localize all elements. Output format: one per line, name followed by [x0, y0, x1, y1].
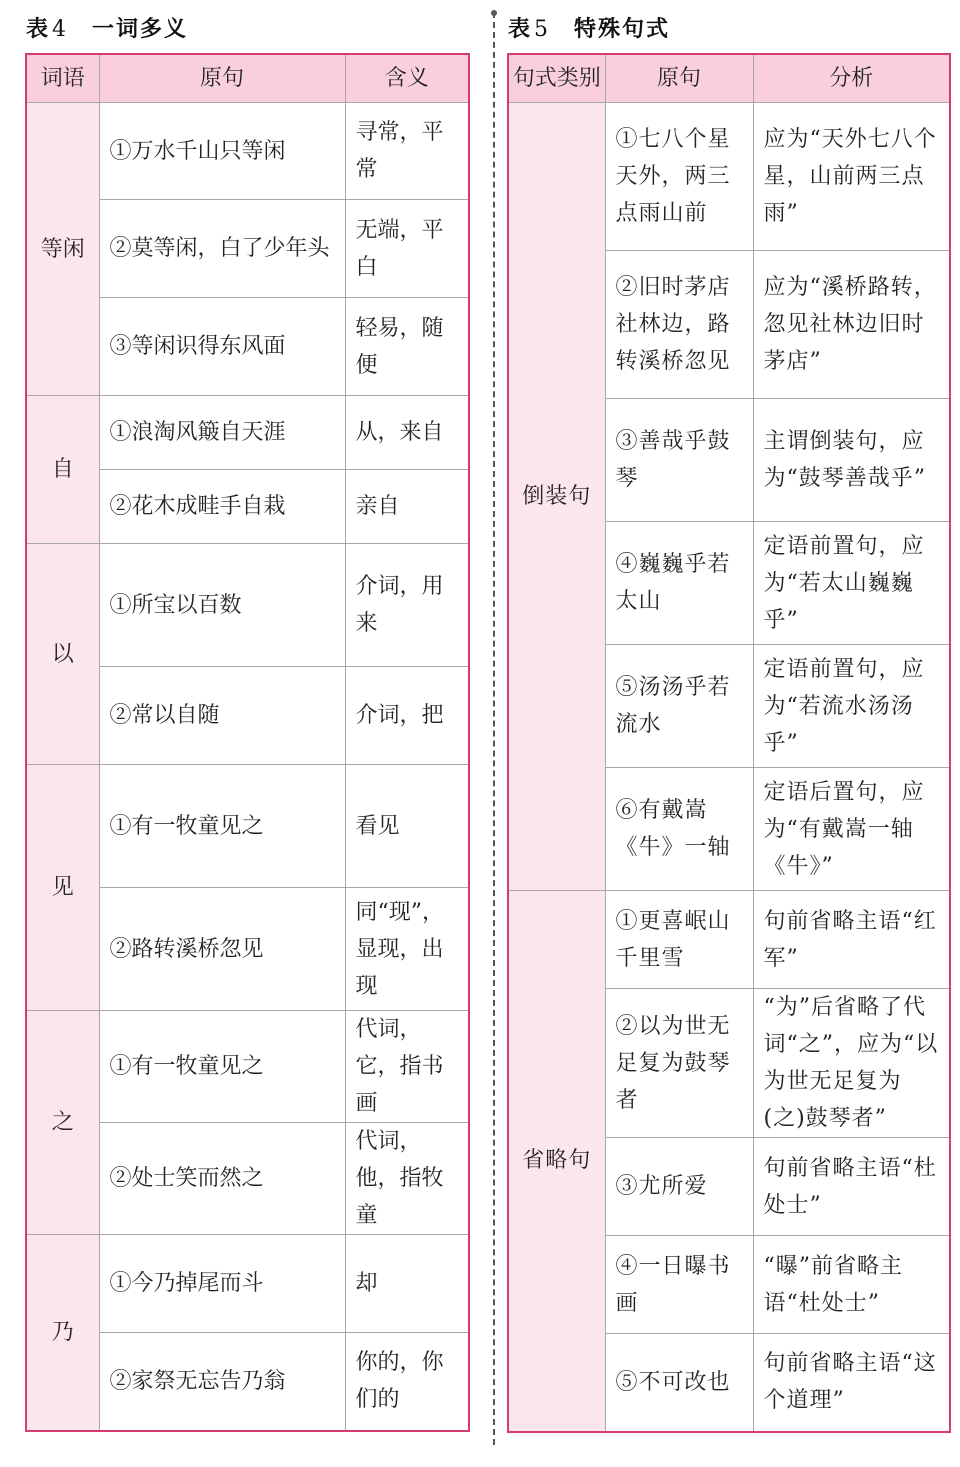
table5-sentence-cell: ④一日曝书画	[605, 1236, 753, 1334]
table4-meaning-cell: 轻易，随便	[345, 298, 469, 396]
table4-sentence-cell: ①今乃掉尾而斗	[99, 1235, 345, 1333]
table5-category-cell: 省略句	[508, 891, 605, 1432]
table5-header-sentence: 原句	[605, 54, 753, 103]
table5-category-cell: 倒装句	[508, 103, 605, 891]
table-row	[26, 544, 469, 667]
table4-meaning-cell: 亲自	[345, 470, 469, 544]
table4-meaning-cell: 代词，他，指牧童	[345, 1123, 469, 1235]
table4-sentence-cell: ①有一牧童见之	[99, 1011, 345, 1123]
table5-analysis-cell: 定语前置句，应为“若流水汤汤乎”	[753, 645, 950, 768]
table4-meaning-cell: 看见	[345, 765, 469, 888]
table5-name: 特殊句式	[574, 17, 671, 42]
table4-sentence-cell: ①万水千山只等闲	[99, 103, 345, 200]
table5-analysis-cell: 句前省略主语“这个道理”	[753, 1334, 950, 1432]
table5-sentence-cell: ⑤汤汤乎若流水	[605, 645, 753, 768]
table5-title	[508, 12, 670, 43]
table4-meaning-cell: 无端，平白	[345, 200, 469, 298]
table-row	[26, 765, 469, 888]
table4-title	[26, 12, 188, 43]
table4-meaning-cell: 同“现”，显现，出现	[345, 888, 469, 1011]
table4-word-cell: 以	[26, 544, 99, 765]
table4-header-word: 词语	[26, 54, 99, 103]
table4-label: 表	[26, 17, 49, 42]
table4-meaning-cell: 代词，它，指书画	[345, 1011, 469, 1123]
table5-sentence-cell: ①更喜岷山千里雪	[605, 891, 753, 989]
table5-analysis-cell: 应为“天外七八个星，山前两三点雨”	[753, 103, 950, 251]
table4-sentence-cell: ①有一牧童见之	[99, 765, 345, 888]
table4-meaning-cell: 从，来自	[345, 396, 469, 470]
table5-sentence-cell: ①七八个星天外，两三点雨山前	[605, 103, 753, 251]
table5-analysis-cell: 句前省略主语“杜处士”	[753, 1138, 950, 1236]
table5-header-analysis: 分析	[753, 54, 950, 103]
table5-header-row	[508, 54, 950, 103]
table-row	[26, 396, 469, 470]
table4-word-cell: 见	[26, 765, 99, 1011]
table4-polysemy	[25, 53, 470, 1432]
table5-analysis-cell: 应为“溪桥路转，忽见社林边旧时茅店”	[753, 251, 950, 399]
table4-name: 一词多义	[92, 17, 189, 42]
table5-analysis-cell: 主谓倒装句，应为“鼓琴善哉乎”	[753, 399, 950, 522]
table4-sentence-cell: ②路转溪桥忽见	[99, 888, 345, 1011]
table4-meaning-cell: 你的，你们的	[345, 1333, 469, 1431]
table5-sentence-cell: ⑥有戴嵩《牛》一轴	[605, 768, 753, 891]
table4-sentence-cell: ②家祭无忘告乃翁	[99, 1333, 345, 1431]
table4-header-row	[26, 54, 469, 103]
table4-meaning-cell: 却	[345, 1235, 469, 1333]
table4-sentence-cell: ②莫等闲，白了少年头	[99, 200, 345, 298]
table4-number: 4	[52, 17, 67, 42]
table-row	[26, 1011, 469, 1123]
table5-analysis-cell: 定语前置句，应为“若太山巍巍乎”	[753, 522, 950, 645]
table4-sentence-cell: ②常以自随	[99, 667, 345, 765]
table4-sentence-cell: ②处士笑而然之	[99, 1123, 345, 1235]
table-row	[26, 1235, 469, 1333]
table4-word-cell: 乃	[26, 1235, 99, 1431]
table5-sentence-cell: ④巍巍乎若太山	[605, 522, 753, 645]
table4-sentence-cell: ②花木成畦手自栽	[99, 470, 345, 544]
table4-word-cell: 之	[26, 1011, 99, 1235]
table4-meaning-cell: 寻常，平常	[345, 103, 469, 200]
table5-sentence-cell: ⑤不可改也	[605, 1334, 753, 1432]
table-row	[508, 103, 950, 251]
table5-header-category: 句式类别	[508, 54, 605, 103]
table4-meaning-cell: 介词，把	[345, 667, 469, 765]
table-row	[508, 891, 950, 989]
table5-sentence-cell: ②以为世无足复为鼓琴者	[605, 989, 753, 1138]
table5-analysis-cell: 句前省略主语“红军”	[753, 891, 950, 989]
table5-analysis-cell: “为”后省略了代词“之”，应为“以为世无足复为(之)鼓琴者”	[753, 989, 950, 1138]
table5-sentence-cell: ③尤所爱	[605, 1138, 753, 1236]
table5-analysis-cell: “曝”前省略主语“杜处士”	[753, 1236, 950, 1334]
table5-sentence-cell: ③善哉乎鼓琴	[605, 399, 753, 522]
table5-number: 5	[534, 17, 549, 42]
table4-meaning-cell: 介词，用来	[345, 544, 469, 667]
table4-header-meaning: 含义	[345, 54, 469, 103]
table4-sentence-cell: ①浪淘风簸自天涯	[99, 396, 345, 470]
table4-sentence-cell: ③等闲识得东风面	[99, 298, 345, 396]
table4-sentence-cell: ①所宝以百数	[99, 544, 345, 667]
table4-word-cell: 等闲	[26, 103, 99, 396]
column-divider	[493, 12, 495, 1445]
table4-word-cell: 自	[26, 396, 99, 544]
table5-sentence-cell: ②旧时茅店社林边，路转溪桥忽见	[605, 251, 753, 399]
table5-special-sentences	[507, 53, 951, 1433]
table5-label: 表	[508, 17, 531, 42]
table-row	[26, 103, 469, 200]
table4-header-sentence: 原句	[99, 54, 345, 103]
table5-analysis-cell: 定语后置句，应为“有戴嵩一轴《牛》”	[753, 768, 950, 891]
